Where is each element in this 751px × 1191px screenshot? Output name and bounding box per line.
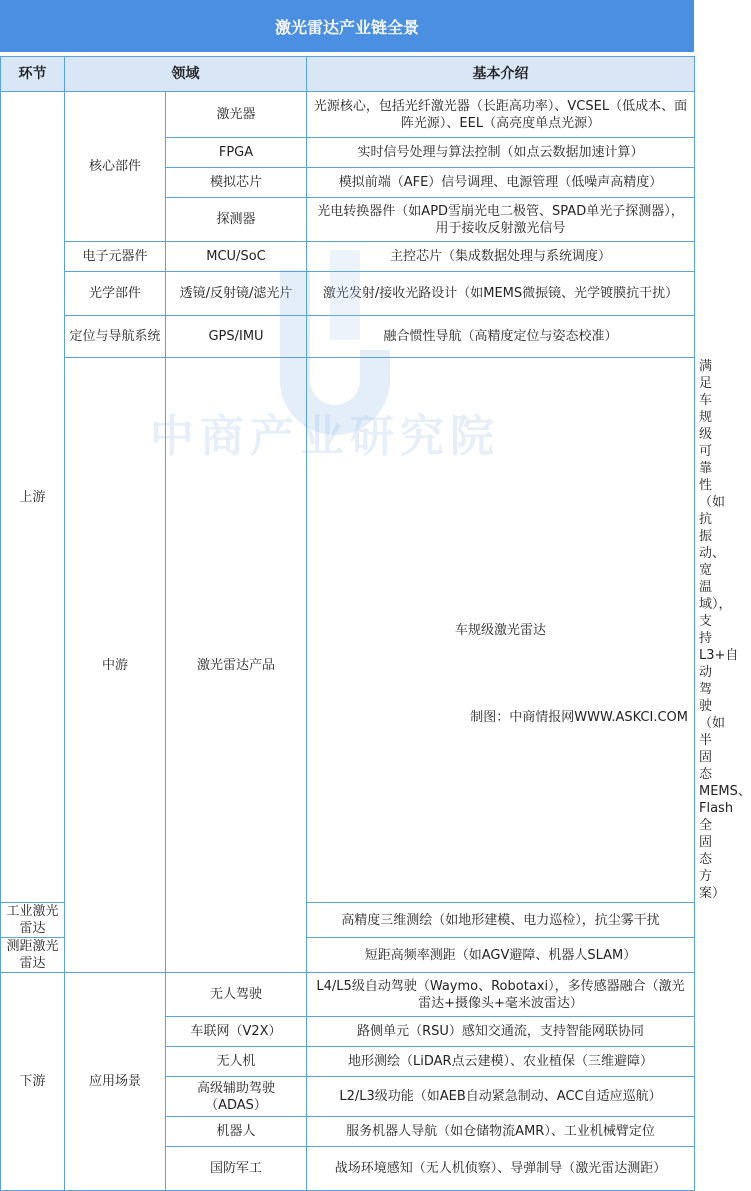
row-item: 激光器 bbox=[166, 92, 307, 138]
row-item: 国防军工 bbox=[166, 1147, 307, 1191]
row-item: 车规级激光雷达 bbox=[307, 358, 695, 903]
row-item: FPGA bbox=[166, 138, 307, 168]
group-electronic: 电子元器件 bbox=[65, 242, 166, 272]
row-desc: 光电转换器件（如APD雪崩光电二极管、SPAD单光子探测器），用于接收反射激光信号 bbox=[307, 198, 695, 242]
row-desc: 模拟前端（AFE）信号调理、电源管理（低噪声高精度） bbox=[307, 168, 695, 198]
group-optical: 光学部件 bbox=[65, 272, 166, 316]
row-item: 无人机 bbox=[166, 1047, 307, 1077]
group-applications: 应用场景 bbox=[65, 973, 166, 1191]
row-desc: 光源核心，包括光纤激光器（长距高功率）、VCSEL（低成本、面阵光源）、EEL（高亮度单点光源） bbox=[307, 92, 695, 138]
row-desc: 融合惯性导航（高精度定位与姿态校准） bbox=[307, 316, 695, 358]
group-positioning: 定位与导航系统 bbox=[65, 316, 166, 358]
stage-upstream: 上游 bbox=[1, 92, 65, 903]
header-stage: 环节 bbox=[1, 57, 65, 92]
row-desc: 短距高频率测距（如AGV避障、机器人SLAM） bbox=[307, 938, 695, 973]
table-row bbox=[1, 316, 695, 358]
group-core: 核心部件 bbox=[65, 92, 166, 242]
row-item: 车联网（V2X） bbox=[166, 1017, 307, 1047]
table-header-row bbox=[1, 57, 695, 92]
header-field: 领域 bbox=[65, 57, 307, 92]
row-item: 工业激光雷达 bbox=[1, 903, 65, 938]
table-row bbox=[1, 92, 695, 138]
stage-downstream: 下游 bbox=[1, 973, 65, 1191]
row-desc: 服务机器人导航（如仓储物流AMR）、工业机械臂定位 bbox=[307, 1117, 695, 1147]
row-desc: 战场环境感知（无人机侦察）、导弹制导（激光雷达测距） bbox=[307, 1147, 695, 1191]
group-lidar-products: 激光雷达产品 bbox=[166, 358, 307, 973]
row-item: 高级辅助驾驶（ADAS） bbox=[166, 1077, 307, 1117]
row-desc: 激光发射/接收光路设计（如MEMS微振镜、光学镀膜抗干扰） bbox=[307, 272, 695, 316]
row-desc: 地形测绘（LiDAR点云建模）、农业植保（三维避障） bbox=[307, 1047, 695, 1077]
row-item: 探测器 bbox=[166, 198, 307, 242]
stage-midstream: 中游 bbox=[65, 358, 166, 973]
row-item: 无人驾驶 bbox=[166, 973, 307, 1017]
row-item: 测距激光雷达 bbox=[1, 938, 65, 973]
row-item: MCU/SoC bbox=[166, 242, 307, 272]
page-title: 激光雷达产业链全景 bbox=[0, 0, 694, 52]
header-intro: 基本介绍 bbox=[307, 57, 695, 92]
row-item: 透镜/反射镜/滤光片 bbox=[166, 272, 307, 316]
watermark-text: 中商产业研究院 bbox=[150, 411, 500, 462]
row-desc: 实时信号处理与算法控制（如点云数据加速计算） bbox=[307, 138, 695, 168]
row-item: 机器人 bbox=[166, 1117, 307, 1147]
table-row bbox=[1, 272, 695, 316]
industry-chain-table bbox=[0, 56, 751, 1191]
table-row: 中游 激光雷达产品 车规级激光雷达 满足车规级可靠性（如抗振动、宽温域），支持L3+自动驾驶（如半固态MEMS、Flash全固态方案） bbox=[1, 358, 695, 903]
row-desc: 高精度三维测绘（如地形建模、电力巡检），抗尘雾干扰 bbox=[307, 903, 695, 938]
row-desc: L4/L5级自动驾驶（Waymo、Robotaxi），多传感器融合（激光雷达+摄像头+毫米波雷达） bbox=[307, 973, 695, 1017]
row-desc: 路侧单元（RSU）感知交通流，支持智能网联协同 bbox=[307, 1017, 695, 1047]
row-item: 模拟芯片 bbox=[166, 168, 307, 198]
source-credit: 制图：中商情报网WWW.ASKCI.COM bbox=[470, 710, 688, 725]
table-row bbox=[1, 242, 695, 272]
row-desc: L2/L3级功能（如AEB自动紧急制动、ACC自适应巡航） bbox=[307, 1077, 695, 1117]
row-item: GPS/IMU bbox=[166, 316, 307, 358]
row-desc: 主控芯片（集成数据处理与系统调度） bbox=[307, 242, 695, 272]
table-row bbox=[1, 973, 695, 1017]
